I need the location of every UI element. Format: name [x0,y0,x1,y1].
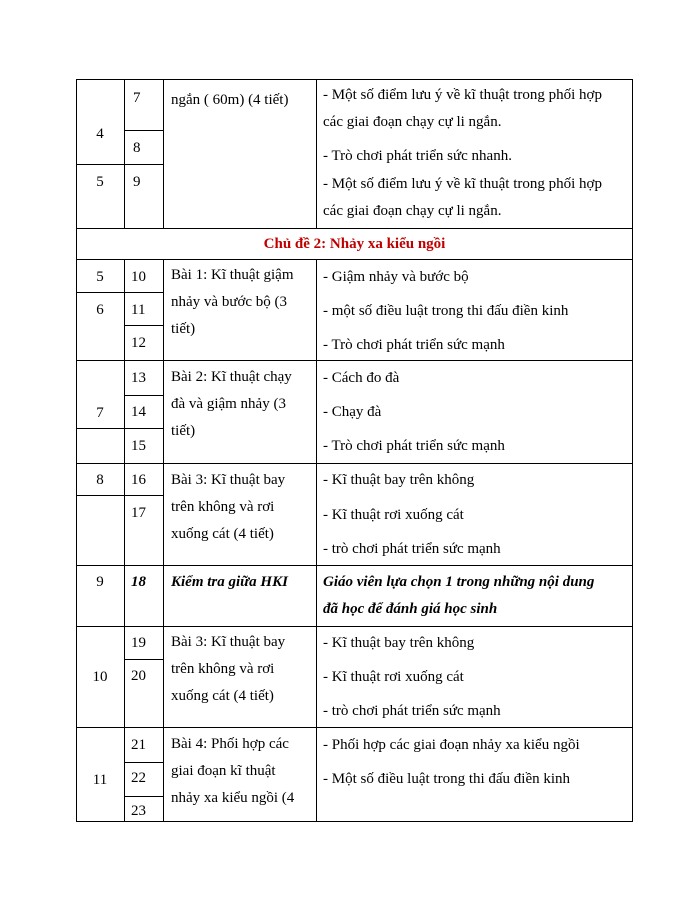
row-divider [124,796,164,797]
topic-cell [171,629,285,710]
row-divider [124,762,164,763]
col-divider [163,259,164,822]
topic-line: đà và giậm nhảy (3 [171,396,286,412]
topic-line: xuống cát (4 tiết) [171,526,274,542]
row-divider [76,463,633,464]
topic-line: tiết) [171,321,196,337]
topic-cell: ngắn ( 60m) (4 tiết) [171,92,289,108]
row-divider [76,164,164,165]
row-divider [76,727,633,728]
week-cell: 11 [92,772,108,788]
week-cell: 7 [96,405,104,421]
table-border-bottom [76,821,633,822]
lesson-cell: 12 [131,335,146,351]
row-divider [124,395,164,396]
col-divider [316,259,317,822]
content-line: - Phối hợp các giai đoạn nhảy xa kiểu ngồi [323,737,580,753]
topic-line: giai đoạn kĩ thuật [171,763,276,779]
lesson-cell: 11 [131,302,146,318]
content-line: - Chạy đà [323,404,382,420]
topic-cell [171,467,285,548]
content-line: - Trò chơi phát triển sức mạnh [323,438,505,454]
row-divider [76,565,633,566]
lesson-cell: 19 [131,635,146,651]
row-divider [76,495,164,496]
lesson-cell: 20 [131,668,146,684]
week-cell: 5 [96,174,104,190]
lesson-cell: 8 [133,140,141,156]
table-border-right [632,79,633,822]
content-line: - một số điều luật trong thi đấu điền kinh [323,303,569,319]
topic-line: trên không và rơi [171,499,275,515]
content-line: Giáo viên lựa chọn 1 trong những nội dung [323,574,595,590]
row-divider [76,79,633,80]
lesson-cell: 23 [131,803,146,819]
content-line: - trò chơi phát triển sức mạnh [323,703,501,719]
content-line: các giai đoạn chạy cự li ngắn. [323,203,502,219]
topic-cell [171,262,293,343]
content-line: - Kĩ thuật rơi xuống cát [323,507,464,523]
week-cell: 5 [96,269,104,285]
topic-line: Bài 4: Phối hợp các [171,736,289,752]
week-cell: 4 [96,126,104,142]
row-divider [124,325,164,326]
row-divider [124,659,164,660]
topic-cell [171,731,294,812]
lesson-cell: 9 [133,174,141,190]
lesson-cell: 22 [131,770,146,786]
col-divider [124,259,125,822]
topic-line: nhảy xa kiểu ngồi (4 [171,790,295,806]
content-line: - Trò chơi phát triển sức mạnh [323,337,505,353]
lesson-cell: 15 [131,438,146,454]
row-divider [76,360,633,361]
lesson-cell: 10 [131,269,146,285]
table-border-left [76,79,77,822]
content-line: - Một số điều luật trong thi đấu điền kinh [323,771,571,787]
row-divider [76,626,633,627]
col-divider [124,79,125,228]
week-cell: 10 [92,669,108,685]
row-divider [76,259,633,260]
topic-cell: Kiểm tra giữa HKI [171,574,288,590]
lesson-cell: 16 [131,472,146,488]
topic-line: Bài 3: Kĩ thuật bay [171,472,286,488]
content-line: đã học để đánh giá học sinh [323,601,498,617]
content-line: - Kĩ thuật rơi xuống cát [323,669,464,685]
content-line: - Một số điểm lưu ý về kĩ thuật trong phối hợp [323,176,602,192]
week-cell: 6 [96,302,104,318]
row-divider [76,292,164,293]
topic-line: Bài 2: Kĩ thuật chạy [171,369,292,385]
content-line: - Kĩ thuật bay trên không [323,635,475,651]
row-divider [76,428,164,429]
content-line: - trò chơi phát triển sức mạnh [323,541,501,557]
col-divider [163,79,164,228]
week-cell: 9 [96,574,104,590]
topic-line: xuống cát (4 tiết) [171,688,274,704]
lesson-cell: 17 [131,505,146,521]
lesson-cell: 21 [131,737,146,753]
lesson-cell: 18 [131,574,146,590]
lesson-cell: 14 [131,404,146,420]
topic-cell [171,364,292,445]
chapter-title: Chủ đề 2: Nhảy xa kiểu ngồi [263,236,446,252]
week-cell: 8 [96,472,104,488]
topic-line: trên không và rơi [171,661,275,677]
content-line: các giai đoạn chạy cự li ngắn. [323,114,502,130]
content-line: - Cách đo đà [323,370,400,386]
topic-line: nhảy và bước bộ (3 [171,294,288,310]
row-divider [124,130,164,131]
content-line: - Một số điểm lưu ý về kĩ thuật trong phối hợp [323,87,602,103]
lesson-cell: 13 [131,370,146,386]
topic-line: tiết) [171,423,196,439]
topic-line: Bài 3: Kĩ thuật bay [171,634,286,650]
content-line: - Trò chơi phát triển sức nhanh. [323,148,512,164]
content-line: - Giậm nhảy và bước bộ [323,269,469,285]
row-divider [76,228,633,229]
topic-line: Bài 1: Kĩ thuật giậm [171,267,294,283]
lesson-cell: 7 [133,90,141,106]
content-line: - Kĩ thuật bay trên không [323,472,475,488]
col-divider [316,79,317,228]
